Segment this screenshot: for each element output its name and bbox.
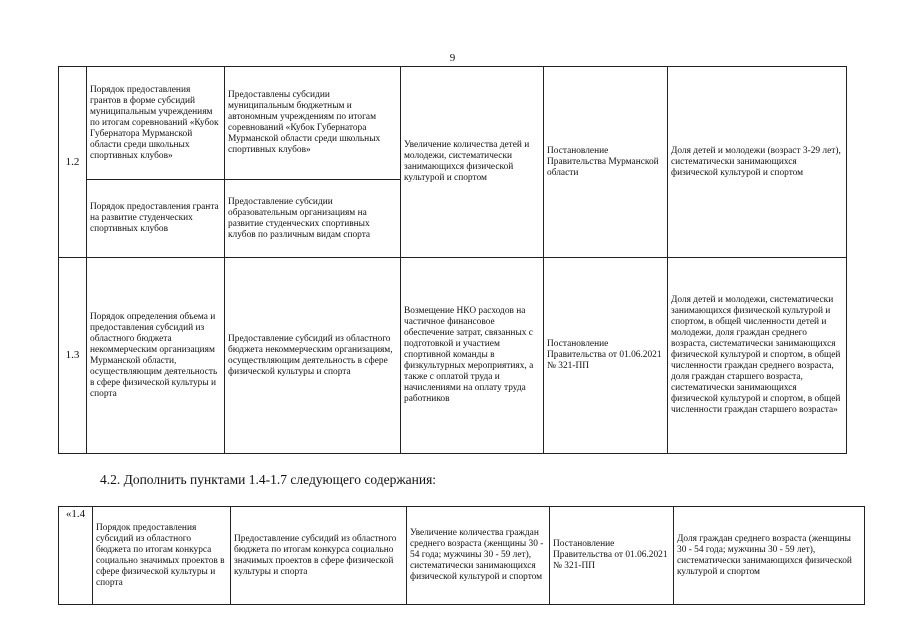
indicator-cell: Доля детей и молодежи (возраст 3-29 лет), систематически занимающихся физической культурой и спортом: [668, 67, 847, 258]
section-heading: 4.2. Дополнить пунктами 1.4-1.7 следующего содержания:: [100, 472, 437, 487]
measures-table-new-items: [58, 506, 865, 605]
measures-table-continued: [58, 66, 847, 454]
measure-description-cell: Предоставлены субсидии муниципальным бюджетным и автономным учреждениям по итогам соревнований «Кубок Губернатора Мурманской области среди школьных спортивных клубов»: [225, 67, 401, 180]
expected-result-cell: Увеличение количества детей и молодежи, систематически занимающихся физической культурой и спортом: [401, 67, 544, 258]
page-number: 9: [449, 52, 456, 64]
table-row: [59, 67, 847, 180]
legal-act-cell: Постановление Правительства Мурманской области: [544, 67, 668, 258]
regulation-name-cell: Порядок определения объема и предоставления субсидий из областного бюджета некоммерческим организациям Мурманской области, осуществляющим деятельность в сфере физической культуры и спорта: [87, 258, 225, 454]
measure-description-cell: Предоставление субсидий из областного бюджета некоммерческим организациям, осуществляющим деятельность в сфере физической культуры и спорта: [225, 258, 401, 454]
indicator-cell: Доля граждан среднего возраста (женщины 30 - 54 года; мужчины 30 - 59 лет), систематически занимающихся физической культурой и спортом: [674, 507, 865, 605]
table-row: [59, 258, 847, 454]
legal-act-cell: Постановление Правительства от 01.06.2021 № 321-ПП: [544, 258, 668, 454]
measure-description-cell: Предоставление субсидии образовательным организациям на развитие студенческих спортивных клубов по различным видам спорта: [225, 180, 401, 258]
regulation-name-cell: Порядок предоставления субсидий из областного бюджета по итогам конкурса социально значимых проектов в сфере физической культуры и спорта: [93, 507, 231, 605]
row-number: «1.4: [59, 507, 93, 605]
measure-description-cell: Предоставление субсидий из областного бюджета по итогам конкурса социально значимых проектов в сфере физической культуры и спорта: [231, 507, 407, 605]
table-row: [59, 507, 865, 605]
row-number: 1.2: [59, 67, 87, 258]
expected-result-cell: Возмещение НКО расходов на частичное финансовое обеспечение затрат, связанных с подготовкой и участием спортивной команды в физкультурных мероприятиях, а также с оплатой труда и начислениями на оплату труда работников: [401, 258, 544, 454]
expected-result-cell: Увеличение количества граждан среднего возраста (женщины 30 - 54 года; мужчины 30 - 59 лет), систематически занимающихся физической культурой и спортом: [407, 507, 550, 605]
regulation-name-cell: Порядок предоставления гранта на развитие студенческих спортивных клубов: [87, 180, 225, 258]
row-number: 1.3: [59, 258, 87, 454]
regulation-name-cell: Порядок предоставления грантов в форме субсидий муниципальным учреждениям по итогам соревнований «Кубок Губернатора Мурманской области среди школьных спортивных клубов»: [87, 67, 225, 180]
indicator-cell: Доля детей и молодежи, систематически занимающихся физической культурой и спортом, в общей численности детей и молодежи, доля граждан среднего возраста, систематически занимающихся физической культурой и спортом, в общей численности граждан среднего возраста, доля граждан старшего возраста, систематически занимающихся физической культурой и спортом, в общей численности граждан старшего возраста»: [668, 258, 847, 454]
legal-act-cell: Постановление Правительства от 01.06.2021 № 321-ПП: [550, 507, 674, 605]
